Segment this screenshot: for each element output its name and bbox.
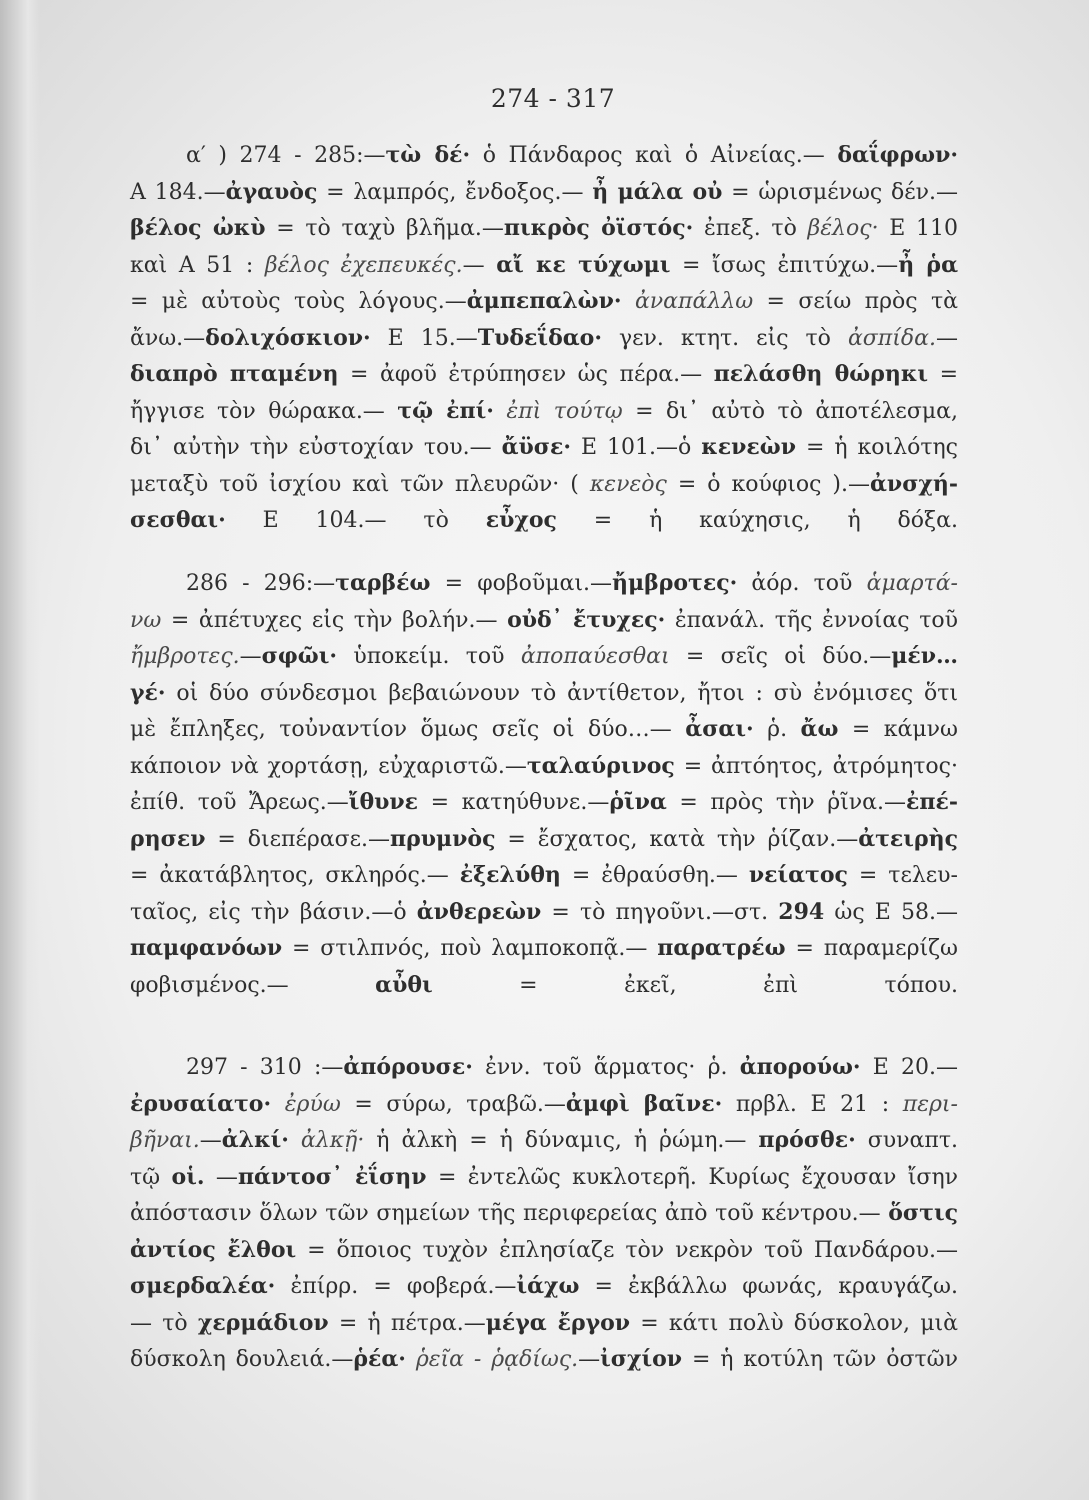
headword: κενεὼν [701, 434, 796, 460]
gloss-text: οἱ δύο σύνδεσμοι βεβαιώνουν τὸ ἀντίθετον, ἤτοι : σὺ ἐνόμισες ὅτι [165, 680, 958, 706]
headword: πάντοσ᾽ ἐΐσην [237, 1163, 427, 1190]
gloss-text: Ε 104.— τὸ [225, 508, 486, 533]
gloss-text: = ἀπτόητος, ἀτρόμητος· [674, 753, 958, 779]
headword: ἄω [800, 716, 839, 742]
italic-text: ἤμβροτες. [130, 644, 240, 669]
gloss-text: = τὸ ταχὺ βλῆμα.— [265, 216, 504, 241]
italic-text: περι- [902, 1091, 958, 1117]
gloss-text: Ε 101.—ὁ [571, 435, 702, 460]
italic-text: ἀναπάλλω [634, 289, 754, 314]
gloss-text: = ὅποιος τυχὸν ἐπλησίαζε τὸν νεκρὸν τοῦ Πανδάρου.— [296, 1237, 958, 1263]
gloss-text: ἀπόστασιν ὅλων τῶν σημείων τῆς περιφερείας ἀπὸ τοῦ κέντρου.— [130, 1201, 889, 1226]
gloss-text: μὲ ἔπληξες, τοὐναντίον ὅμως σεῖς οἱ δύο…— [130, 717, 686, 742]
headword: ἐρυσαίατο· [130, 1090, 272, 1117]
headword: πρυμνὸς [390, 825, 496, 852]
headword: αὖθι [375, 971, 433, 998]
headword: ἀνσχή- [870, 470, 959, 497]
text-line [130, 748, 958, 785]
paragraph-274-285 [130, 137, 958, 539]
text-line [130, 675, 958, 712]
gloss-text: καὶ Α 51 : [130, 252, 265, 278]
text-line [130, 565, 958, 602]
headword: διαπρὸ πταμένη [130, 361, 339, 387]
headword: ἤμβροτες· [612, 570, 738, 596]
headword: τὼ δέ· [385, 142, 471, 168]
headword: σεσθαι· [130, 507, 226, 533]
text-line [130, 174, 958, 211]
gloss-text: ὑποκείμ. τοῦ [337, 644, 521, 669]
scan-edge-shadow [0, 0, 40, 1500]
text-line [130, 602, 958, 639]
gloss-text: = ἐθραύσθη.— [560, 863, 749, 888]
gloss-text: — [936, 325, 958, 351]
text-line [130, 247, 958, 284]
gloss-text: = διεπέρασε.— [205, 826, 391, 852]
italic-text: ἀλκῇ· [300, 1128, 365, 1153]
headword: ἀλκί· [221, 1127, 289, 1153]
gloss-text: Ε 15.— [370, 325, 478, 351]
gloss-text [494, 399, 506, 424]
gloss-text: = τὸ πηγοῦνι.—στ. [541, 899, 779, 925]
text-line [130, 1159, 958, 1196]
gloss-text: ἄνω.— [130, 325, 206, 351]
headword: ἰσχίον [600, 1346, 683, 1372]
text-line [130, 1305, 958, 1342]
gloss-text: = ἡ κοτύλη τῶν ὀστῶν [682, 1347, 958, 1372]
text-line [130, 1232, 958, 1269]
text-line [130, 711, 958, 748]
gloss-text: = δι᾽ αὐτὸ τὸ ἀποτέλεσμα, [622, 398, 958, 424]
headword: μέγα ἔργον [485, 1309, 631, 1336]
gloss-text: = πρὸς τὴν ῥῖνα.— [666, 790, 907, 815]
gloss-text: = σείω πρὸς τὰ [753, 289, 959, 314]
gloss-text: Ε 20.— [860, 1055, 958, 1080]
headword: μέν… [891, 643, 958, 669]
italic-text: ἀποπαύεσθαι [520, 644, 670, 669]
headword: παμφανόων [130, 935, 283, 961]
headword: ἴθυνε [348, 789, 419, 815]
gloss-text: = ὁ κούφιος ).— [666, 471, 870, 497]
text-line [130, 1268, 958, 1305]
gloss-text: ἐπίρρ. = φοβερά.— [275, 1274, 517, 1299]
gloss-text: ἡ ἀλκὴ = ἡ δύναμις, ἡ ῥώμη.— [364, 1128, 759, 1153]
gloss-text: ὁ Πάνδαρος καὶ ὁ Αἰνείας.— [470, 143, 838, 168]
gloss-text: μεταξὺ τοῦ ἰσχίου καὶ τῶν πλευρῶν· ( [130, 471, 590, 497]
gloss-text: ἐπεξ. τὸ [693, 216, 808, 241]
headword: ἦ μάλα οὐ [592, 178, 723, 205]
gloss-text: = [928, 362, 958, 387]
text-line [130, 1341, 958, 1378]
headword: τῷ ἐπί· [397, 397, 494, 424]
text-line [130, 894, 958, 931]
headword: ἦ ῥα [898, 251, 958, 278]
gloss-text: α′ ) 274 - 285:— [186, 143, 386, 168]
gloss-text: = ὡρισμένως δέν.— [722, 179, 958, 205]
italic-text: ἐρύω [284, 1091, 341, 1117]
text-line [130, 137, 958, 174]
gloss-text: 286 - 296:— [186, 571, 336, 596]
gloss-text: = φοβοῦμαι.— [430, 571, 612, 596]
headword: αἴ κε τύχωμι [496, 251, 671, 278]
headword: εὖχος [485, 507, 557, 533]
gloss-text: = τελευ- [847, 863, 958, 888]
headword: νείατος [748, 862, 848, 888]
headword: ἀντίος ἔλθοι [130, 1236, 297, 1263]
gloss-text: — [462, 252, 497, 278]
gloss-text: συναπτ. [855, 1128, 958, 1153]
gloss-text: — [239, 644, 262, 669]
headword: οὐδ᾽ ἔτυχες· [507, 606, 666, 633]
headword: βέλος ὠκὺ [130, 215, 266, 241]
gloss-text: κάποιον νὰ χορτάσῃ, εὐχαριστῶ.— [130, 753, 527, 779]
headword: ῥῖνα [609, 789, 667, 815]
headword: σφῶι· [261, 643, 338, 669]
gloss-text: = σύρω, τραβῶ.— [340, 1091, 566, 1117]
gloss-text: ὡς Ε 58.— [824, 899, 958, 925]
gloss-text: = λαμπρός, ἔνδοξος.— [317, 179, 593, 205]
gloss-text: ἀόρ. τοῦ [737, 571, 867, 596]
gloss-text [271, 1092, 285, 1117]
gloss-text: = μὲ αὐτοὺς τοὺς λόγους.— [130, 289, 467, 314]
headword: πελάσθη θώρηκι [713, 361, 929, 387]
text-line [130, 821, 958, 858]
gloss-text: ἐνν. τοῦ ἅρματος· ῥ. [472, 1055, 740, 1080]
headword: ὅστις [888, 1200, 958, 1226]
headword: ἀμπεπαλὼν· [466, 288, 622, 314]
italic-text: κενεὸς [589, 471, 667, 497]
gloss-text: = ἡ πέτρα.— [328, 1310, 486, 1336]
gloss-text: = ἐκβάλλω φωνάς, κραυγάζω. [579, 1274, 958, 1299]
gloss-text: 297 - 310 :— [186, 1055, 344, 1080]
headword: ἀγαυὸς [225, 178, 318, 205]
gloss-text: = κάμνω [838, 717, 958, 742]
headword: ῥέα· [353, 1346, 406, 1372]
text-line [130, 466, 958, 503]
text-line [130, 784, 958, 821]
gloss-text: Α 184.— [130, 179, 226, 205]
headword: Τυδεΐδαο· [477, 324, 602, 351]
headword: οἱ. [171, 1163, 205, 1190]
text-line [130, 857, 958, 894]
italic-text: ἀσπίδα. [847, 325, 936, 351]
gloss-text [406, 1347, 416, 1372]
gloss-text: — [199, 1128, 222, 1153]
text-line [130, 210, 958, 247]
gloss-text: ἐπίθ. τοῦ Ἄρεως.— [130, 790, 349, 815]
text-line [130, 930, 958, 967]
headword: ἀπορούω· [739, 1054, 861, 1080]
headword: ἄϋσε· [501, 434, 572, 460]
gloss-text: — τὸ [130, 1310, 198, 1336]
gloss-text: = ἔσχατος, κατὰ τὴν ῥίζαν.— [495, 826, 859, 852]
headword: ρησεν [130, 825, 206, 852]
italic-text: ῥεῖα - ῥᾳδίως. [415, 1347, 579, 1372]
italic-text: βέλος· [807, 216, 879, 241]
gloss-text: τῷ [130, 1164, 172, 1190]
headword: ἐξελύθη [459, 862, 561, 888]
headword: ἀνθερεὼν [416, 898, 542, 925]
text-line [130, 283, 958, 320]
gloss-text: = ἐκεῖ, ἐπὶ τόπου. [432, 972, 959, 998]
headword: ἀμφὶ βαῖνε· [565, 1090, 723, 1117]
page-header: 274 - 317 [490, 84, 616, 113]
italic-text: ἁμαρτά- [866, 571, 958, 596]
headword: δολιχόσκιον· [205, 324, 371, 351]
text-line [130, 502, 958, 539]
gloss-text: = κατηύθυνε.— [418, 790, 610, 815]
gloss-text: γεν. κτητ. εἰς τὸ [602, 325, 848, 351]
gloss-text: — [578, 1347, 601, 1372]
gloss-text: = ἀκατάβλητος, σκληρός.— [130, 863, 460, 888]
text-line [130, 356, 958, 393]
gloss-text: δύσκολη δουλειά.— [130, 1347, 354, 1372]
gloss-text: Ε 110 [878, 216, 958, 241]
headword: πρόσθε· [758, 1127, 856, 1153]
headword: σμερδαλέα· [130, 1273, 276, 1299]
gloss-text: = παραμερίζω [785, 936, 958, 961]
headword: ταλαύρινος [526, 752, 675, 779]
gloss-text: = στιλπνός, ποὺ λαμποκοπᾷ.— [282, 936, 658, 961]
gloss-text [622, 289, 635, 314]
headword: δαΐφρων· [837, 142, 958, 168]
gloss-text: = ἡ κοιλότης [795, 435, 958, 460]
gloss-text: = ἀπέτυχες εἰς τὴν βολήν.— [161, 607, 508, 633]
gloss-text: = ἡ καύχησις, ἡ δόξα. [556, 508, 959, 533]
text-line [130, 320, 958, 357]
gloss-text: πρβλ. Ε 21 : [722, 1091, 903, 1117]
paragraph-297-310 [130, 1049, 958, 1378]
text-line [130, 1122, 958, 1159]
text-line [130, 429, 958, 466]
italic-text: νω [130, 607, 162, 633]
headword: παρατρέω [657, 935, 786, 961]
headword: ἀτειρὴς [858, 825, 958, 852]
headword: χερμάδιον [197, 1309, 329, 1336]
text-line [130, 967, 958, 1004]
gloss-text: ἐπανάλ. τῆς ἐννοίας τοῦ [665, 607, 958, 633]
headword: πικρὸς ὀϊστός· [503, 215, 694, 241]
text-line [130, 393, 958, 430]
headword: ἰάχω [516, 1273, 580, 1299]
text-line [130, 1049, 958, 1086]
gloss-text [289, 1128, 301, 1153]
text-line [130, 1086, 958, 1123]
headword: ἀπόρουσε· [343, 1054, 473, 1080]
gloss-text: = ἀφοῦ ἐτρύπησεν ὡς πέρα.— [338, 362, 714, 387]
headword: ἆσαι· [685, 716, 754, 742]
gloss-text: = ἐντελῶς κυκλοτερῆ. Κυρίως ἔχουσαν ἴσην [426, 1164, 958, 1190]
gloss-text: φοβισμένος.— [130, 972, 376, 998]
headword: ταρβέω [335, 570, 431, 596]
gloss-text: δι᾽ αὐτὴν τὴν εὐστοχίαν του.— [130, 435, 502, 460]
italic-text: ἐπὶ τούτῳ [506, 398, 623, 424]
gloss-text: ῥ. [753, 717, 801, 742]
headword: ἐπέ- [906, 789, 958, 815]
text-line [130, 638, 958, 675]
gloss-text: — [204, 1164, 238, 1190]
gloss-text: = ἴσως ἐπιτύχω.— [670, 252, 899, 278]
text-line [130, 1195, 958, 1232]
headword: γέ· [130, 679, 166, 706]
italic-text: βέλος ἐχεπευκές. [264, 252, 463, 278]
italic-text: βῆναι. [130, 1128, 200, 1153]
gloss-text: ἤγγισε τὸν θώρακα.— [130, 398, 398, 424]
gloss-text: ταῖος, εἰς τὴν βάσιν.—ὁ [130, 899, 417, 925]
gloss-text: = κάτι πολὺ δύσκολον, μιὰ [630, 1310, 959, 1336]
gloss-text: = σεῖς οἱ δύο.— [669, 644, 892, 669]
headword: 294 [778, 898, 825, 925]
paragraph-286-296 [130, 565, 958, 1003]
